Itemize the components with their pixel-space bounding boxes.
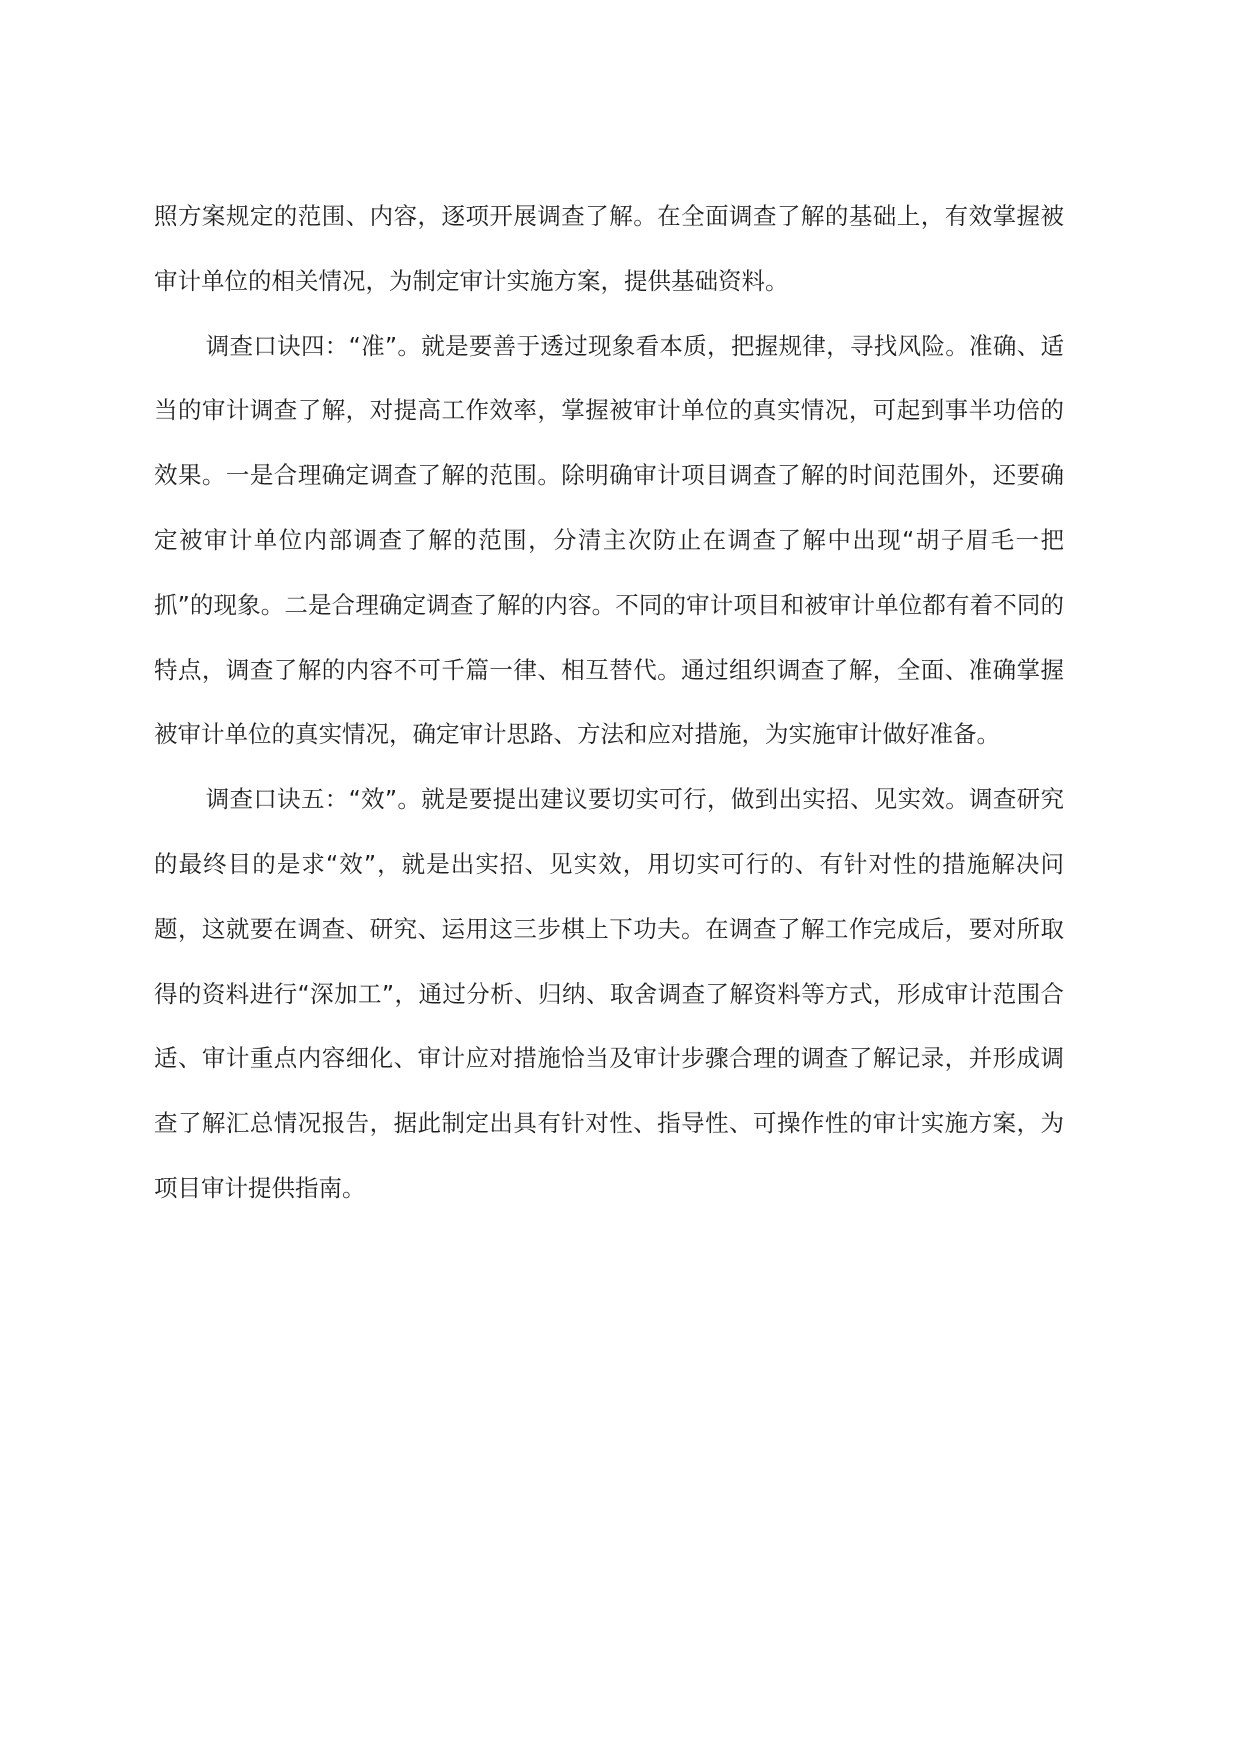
paragraph-tip-four: 调查口诀四：“准”。就是要善于透过现象看本质，把握规律，寻找风险。准确、适当的审计调查了解，对提高工作效率，掌握被审计单位的真实情况，可起到事半功倍的效果。一是合理确定调查了解的范围。除明确审计项目调查了解的时间范围外，还要确定被审计单位内部调查了解的范围，分清主次防止在调查了解中出现“胡子眉毛一把抓”的现象。二是合理确定调查了解的内容。不同的审计项目和被审计单位都有着不同的特点，调查了解的内容不可千篇一律、相互替代。通过组织调查了解，全面、准确掌握被审计单位的真实情况，确定审计思路、方法和应对措施，为实施审计做好准备。 <box>154 331 1064 749</box>
paragraph-continued: 照方案规定的范围、内容，逐项开展调查了解。在全面调查了解的基础上，有效掌握被审计单位的相关情况，为制定审计实施方案，提供基础资料。 <box>154 202 1064 295</box>
document-body <box>154 184 1064 1221</box>
paragraph-tip-five: 调查口诀五：“效”。就是要提出建议要切实可行，做到出实招、见实效。调查研究的最终目的是求“效”，就是出实招、见实效，用切实可行的、有针对性的措施解决问题，这就要在调查、研究、运用这三步棋上下功夫。在调查了解工作完成后，要对所取得的资料进行“深加工”，通过分析、归纳、取舍调查了解资料等方式，形成审计范围合适、审计重点内容细化、审计应对措施恰当及审计步骤合理的调查了解记录，并形成调查了解汇总情况报告，据此制定出具有针对性、指导性、可操作性的审计实施方案，为项目审计提供指南。 <box>154 785 1064 1202</box>
